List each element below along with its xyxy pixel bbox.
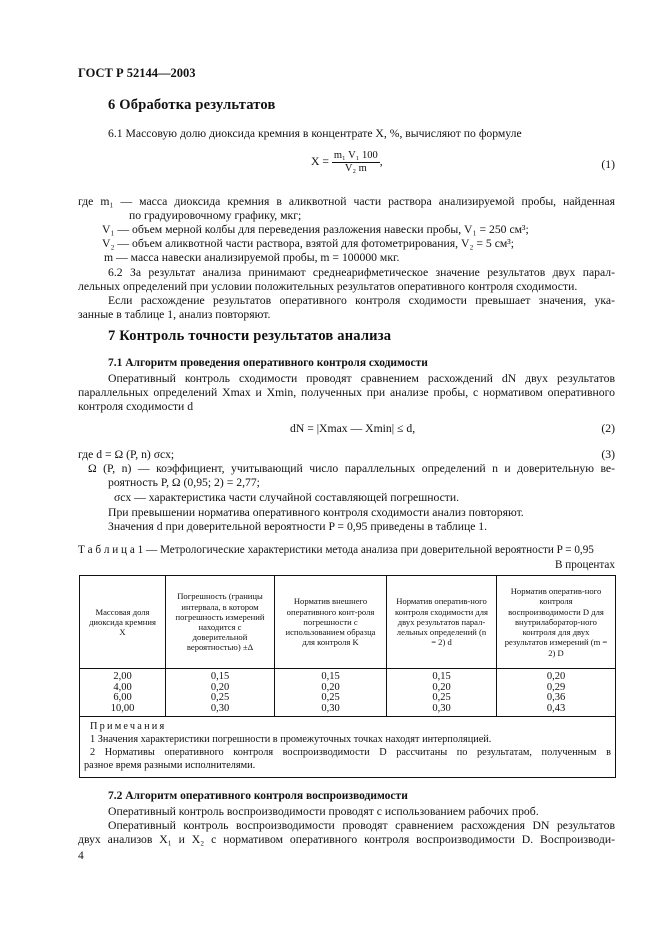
column-mass-fraction: 2,00 4,00 6,00 10,00 [80,669,166,717]
formula-1-fraction [332,150,380,175]
header-error: Погрешность (границы интервала, в котором погрешность измерений находится с доверительной вероятностью) ±Δ [166,576,275,669]
para-7-2-line-1: Оперативный контроль воспроизводимости проводят с использованием рабочих проб. [108,805,539,818]
formula-2-number: (2) [601,422,615,435]
table-notes-row [80,717,616,777]
table-notes [80,717,616,777]
table-header-row [80,576,616,669]
formula-1 [311,150,383,175]
formula-2: dN = |Xmax — Xmin| ≤ d, [290,422,416,435]
column-external-control: 0,15 0,20 0,25 0,30 [275,669,387,717]
formula-3: где d = Ω (P, n) σсх; [78,448,175,461]
header-reproducibility: Норматив оператив-ного контроля воспроизводимости D для внутрилаборатор-ного контроля для двух результатов измерений (m = 2) D [497,576,616,669]
where-1-line-2: по градуировочному графику, мкг; [129,209,302,222]
formula-1-numerator: m₁ V₁ 100 [333,150,378,161]
column-error: 0,15 0,20 0,25 0,30 [166,669,275,717]
where-1-line-1: где m₁ — масса диоксида кремния в аликвотной части раствора анализируемой пробы, найденная [78,195,615,208]
section-7-title: 7 Контроль точности результатов анализа [108,328,392,344]
note-2-line-1: 2 Нормативы оперативного контроля воспроизводимости D рассчитаны по результатам, полученным в [90,746,611,758]
where-2-line-1: Ω (P, n) — коэффициент, учитывающий число параллельных определений n и доверительную ве- [88,462,615,475]
header-mass-fraction: Массовая доля диоксида кремния X [80,576,166,669]
table-values-row [80,669,616,717]
para-7-1b-line-1: При превышении норматива оперативного контроля сходимости анализ повторяют. [108,506,524,519]
formula-1-tail: , [379,155,383,169]
para-7-1-line-3: контроля сходимости d [78,400,194,413]
para-6-2-line-3: Если расхождение результатов оперативного контроля сходимости превышает значения, ука- [108,294,615,307]
para-7-1b-line-2: Значения d при доверительной вероятности P = 0,95 приведены в таблице 1. [108,520,488,533]
para-6-2-line-2: лельных определений при условии положительных результатов оперативного контроля сходимости. [78,280,578,293]
para-7-2-line-2: Оперативный контроль воспроизводимости проводят сравнением расхождения DN результатов [108,819,615,832]
table-1-caption: Т а б л и ц а 1 — Метрологические характеристики метода анализа при доверительной вероятности P = 0,95 [78,544,594,556]
formula-3-number: (3) [601,448,615,461]
column-reproducibility: 0,20 0,29 0,36 0,43 [497,669,616,717]
header-external-control: Норматив внешнего оперативного конт-роля погрешности с использованием образца для контроля K [275,576,387,669]
where-2-line-2: роятность P, Ω (0,95; 2) = 2,77; [108,476,260,489]
header-repeatability: Норматив оператив-ного контроля сходимости для двух результатов парал-лельных определений (n = 2) d [387,576,497,669]
where-1-line-3: V₁ — объем мерной колбы для переведения разложения навески пробы, V₁ = 250 см³; [102,223,529,236]
para-6-2-line-1: 6.2 За результат анализа принимают среднеарифметическое значение результатов двух парал- [108,266,615,279]
notes-title: Примечания [90,721,167,733]
where-2-line-3: σсх — характеристика части случайной составляющей погрешности. [114,491,460,504]
where-1-line-4: V₂ — объем аликвотной части раствора, взятой для фотометрирования, V₂ = 5 см³; [102,237,515,250]
table-1-unit: В процентах [555,559,615,571]
where-1-line-5: m — масса навески анализируемой пробы, m = 100000 мкг. [104,251,400,264]
para-7-2-line-3: двух анализов X₁ и X₂ с нормативом оперативного контроля воспроизводимости D. Воспроизводи- [78,833,615,846]
running-header: ГОСТ Р 52144—2003 [78,66,196,80]
column-repeatability: 0,15 0,20 0,25 0,30 [387,669,497,717]
section-6-title: 6 Обработка результатов [108,97,276,113]
table-1 [79,575,616,778]
subsection-7-2-title: 7.2 Алгоритм оперативного контроля воспроизводимости [108,790,408,802]
formula-1-number: (1) [601,158,615,171]
para-6-2-line-4: занные в таблице 1, анализ повторяют. [78,308,271,321]
para-7-1-line-2: параллельных определений Xmax и Xmin, полученных при анализе пробы, с нормативом оперативного [78,386,615,399]
note-1: 1 Значения характеристики погрешности в промежуточных точках находят интерполяцией. [90,734,492,746]
note-2-line-2: разное время разными исполнителями. [84,759,256,771]
formula-1-lhs: X = [311,155,329,169]
para-6-1: 6.1 Массовую долю диоксида кремния в концентрате X, %, вычисляют по формуле [108,127,522,140]
subsection-7-1-title: 7.1 Алгоритм проведения оперативного контроля сходимости [108,357,428,369]
para-7-1-line-1: Оперативный контроль сходимости проводят сравнением расхождений dN двух результатов [108,372,615,385]
formula-1-denominator: V₂ m [344,163,367,174]
page-number: 4 [78,850,84,862]
